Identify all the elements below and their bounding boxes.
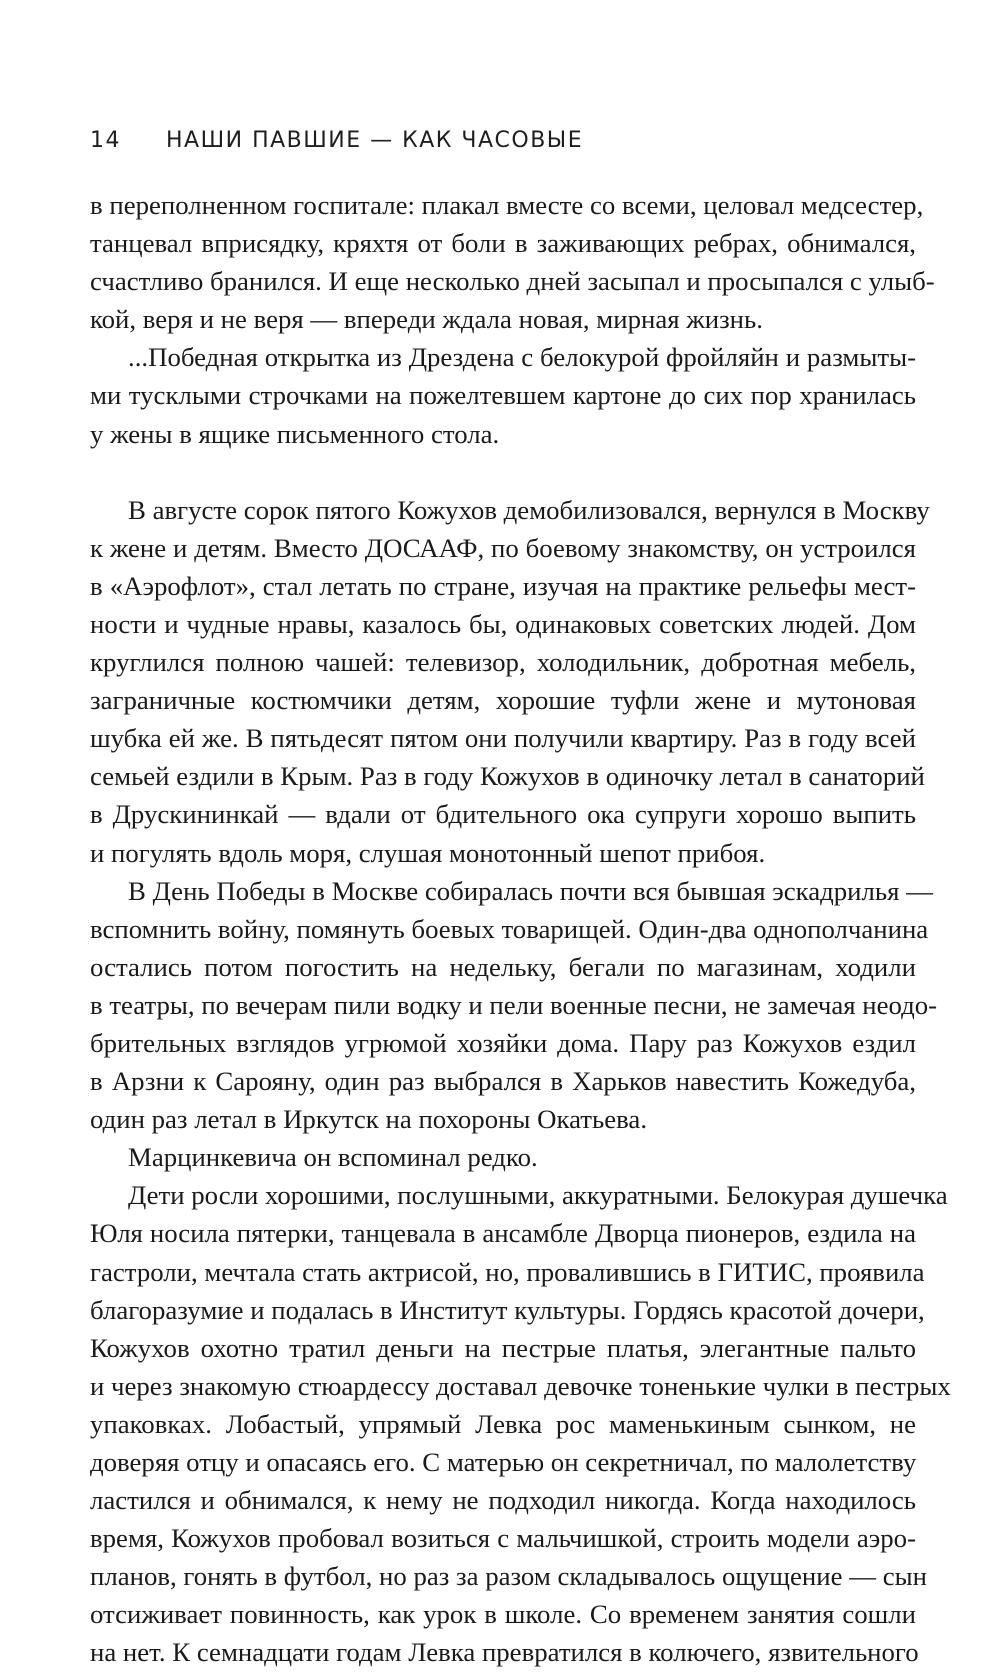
text-line: ...Победная открытка из Дрездена с белокурой фройляйн и размыты- <box>128 342 916 373</box>
text-line: семьей ездили в Крым. Раз в году Кожухов в одиночку летал в санаторий <box>90 761 925 792</box>
text-line: к жене и детям. Вместо ДОСААФ, по боевому знакомству, он устроился <box>90 532 916 563</box>
page-number: 14 <box>90 128 121 153</box>
text-line: на нет. К семнадцати годам Левка превратился в колючего, язвительного <box>90 1637 919 1668</box>
text-line: в театры, по вечерам пили водку и пели военные песни, не замечая неодо- <box>90 989 938 1020</box>
text-line: Юля носила пятерки, танцевала в ансамбле Дворца пионеров, ездила на <box>90 1218 916 1249</box>
text-line: Дети росли хорошими, послушными, аккуратными. Белокурая душечка <box>128 1180 948 1211</box>
text-line: планов, гонять в футбол, но раз за разом складывалось ощущение — сын <box>90 1561 927 1592</box>
text-line: кой, веря и не веря — впереди ждала новая, мирная жизнь. <box>90 304 763 335</box>
text-line: в переполненном госпитале: плакал вместе со всеми, целовал медсестер, <box>90 190 924 220</box>
text-line: отсиживает повинность, как урок в школе. Со временем занятия сошли <box>90 1599 916 1630</box>
paragraph <box>90 491 930 872</box>
text-line: заграничные костюмчики детям, хорошие туфли жене и мутоновая <box>90 685 916 716</box>
text-line: ности и чудные нравы, казалось бы, одинаковых советских людей. Дом <box>90 608 916 639</box>
text-line: остались потом погостить на недельку, бегали по магазинам, ходили <box>90 951 916 982</box>
chapter-title: НАШИ ПАВШИЕ — КАК ЧАСОВЫЕ <box>166 128 584 153</box>
text-line: в Друскининкай — вдали от бдительного ока супруги хорошо выпить <box>90 799 916 830</box>
text-line: шубка ей же. В пятьдесят пятом они получили квартиру. Раз в году всей <box>90 723 916 754</box>
paragraph <box>90 1138 916 1176</box>
text-line: ластился и обнимался, к нему не подходил никогда. Когда находилось <box>90 1485 916 1516</box>
text-line: в «Аэрофлот», стал летать по стране, изучая на практике рельефы мест- <box>90 570 916 601</box>
text-line: В День Победы в Москве собиралась почти вся бывшая эскадрилья — <box>128 875 933 906</box>
section-break <box>90 453 916 491</box>
running-header <box>90 128 583 153</box>
text-line: вспомнить войну, помянуть боевых товарищей. Один-два однополчанина <box>90 913 929 944</box>
text-line: и погулять вдоль моря, слушая монотонный шепот прибоя. <box>90 837 766 868</box>
text-line: Кожухов охотно тратил деньги на пестрые платья, элегантные пальто <box>90 1332 916 1363</box>
text-line: счастливо бранился. И еще несколько дней засыпал и просыпался с улыб- <box>90 266 935 297</box>
text-line: брительных взглядов угрюмой хозяйки дома. Пару раз Кожухов ездил <box>90 1027 916 1058</box>
text-line: гастроли, мечтала стать актрисой, но, провалившись в ГИТИС, проявила <box>90 1256 925 1287</box>
text-line: круглился полною чашей: телевизор, холодильник, добротная мебель, <box>90 647 916 678</box>
body-text <box>90 186 951 1672</box>
text-line: ми тусклыми строчками на пожелтевшем картоне до сих пор хранилась <box>90 380 916 411</box>
text-line: танцевал вприсядку, кряхтя от боли в заживающих ребрах, обнимался, <box>90 228 916 259</box>
paragraph <box>90 872 938 1139</box>
paragraph <box>90 338 916 452</box>
text-line: в Арзни к Сарояну, один раз выбрался в Харьков навестить Кожедуба, <box>90 1066 916 1097</box>
paragraph <box>90 186 935 338</box>
paragraph <box>90 1176 951 1671</box>
text-line: время, Кожухов пробовал возиться с мальчишкой, строить модели аэро- <box>90 1523 916 1554</box>
text-line: и через знакомую стюардессу доставал девочке тоненькие чулки в пестрых <box>90 1370 951 1401</box>
text-line: доверяя отцу и опасаясь его. С матерью он секретничал, по малолетству <box>90 1447 917 1477</box>
text-line: один раз летал в Иркутск на похороны Окатьева. <box>90 1104 648 1135</box>
text-line: благоразумие и подалась в Институт культуры. Гордясь красотой дочери, <box>90 1294 925 1325</box>
text-line: упаковках. Лобастый, упрямый Левка рос маменькиным сынком, не <box>90 1408 916 1439</box>
text-line: В августе сорок пятого Кожухов демобилизовался, вернулся в Москву <box>128 494 930 525</box>
text-line: Марцинкевича он вспоминал редко. <box>128 1142 538 1173</box>
text-line: у жены в ящике письменного стола. <box>90 418 500 449</box>
